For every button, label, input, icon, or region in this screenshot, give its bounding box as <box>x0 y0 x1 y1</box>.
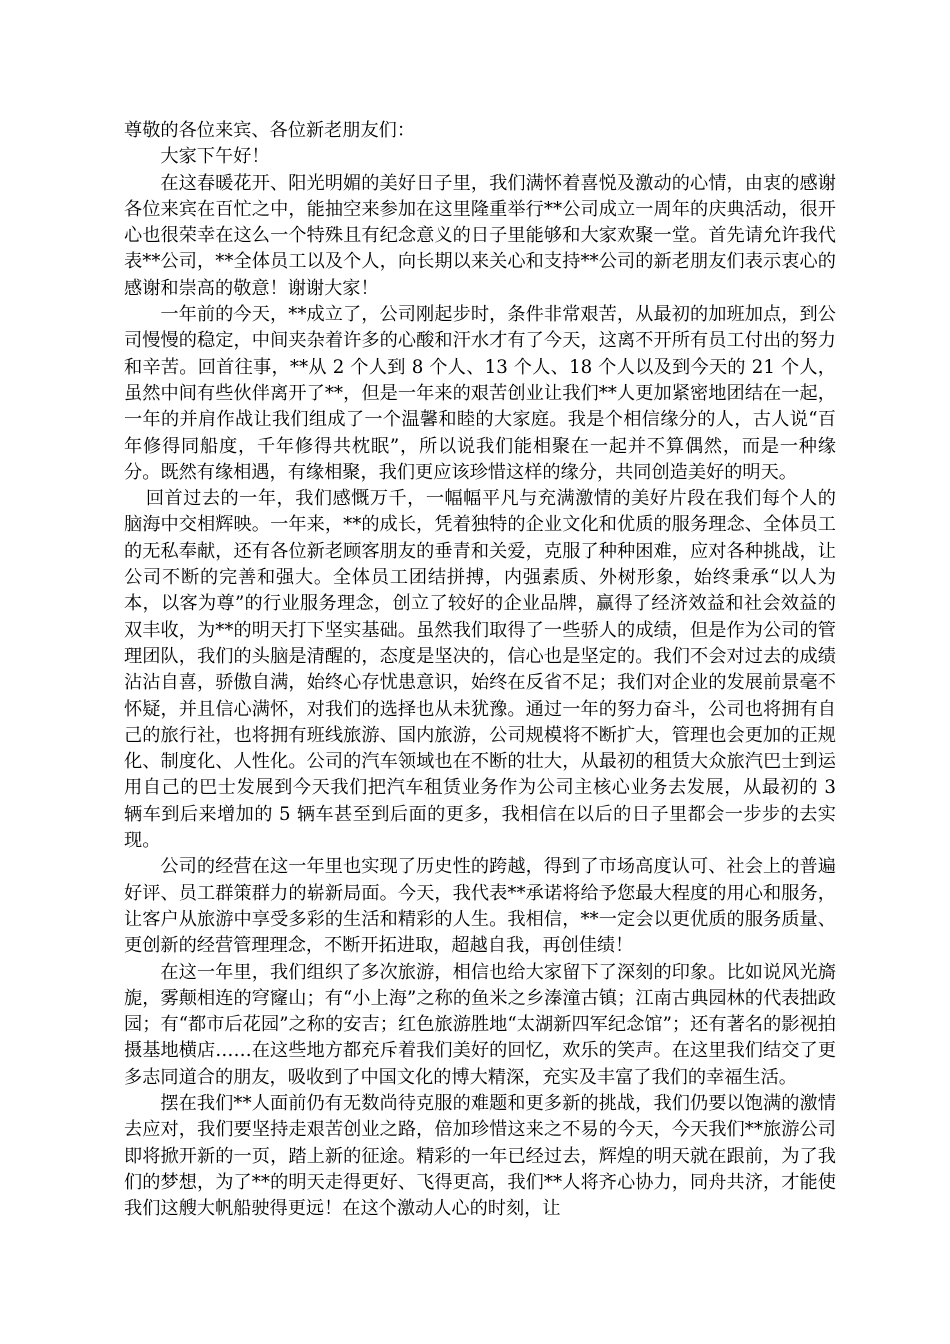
travel-paragraph: 在这一年里，我们组织了多次旅游，相信也给大家留下了深刻的印象。比如说风光旖旎，雾颠相连的穹窿山；有“小上海”之称的鱼米之乡溱潼古镇；江南古典园林的代表拙政园；有“都市后花园”之称的安吉；红色旅游胜地“太湖新四军纪念馆”；还有著名的影视拍摄基地横店……在这些地方都充斥着我们美好的回忆，欢乐的笑声。在这里我们结交了更多志同道合的朋友，吸收到了中国文化的博大精深，充实及丰富了我们的幸福生活。 <box>124 961 836 1088</box>
opening-paragraph: 在这春暖花开、阳光明媚的美好日子里，我们满怀着喜悦及激动的心情，由衷的感谢各位来宾在百忙之中，能抽空来参加在这里隆重举行**公司成立一周年的庆典活动，很开心也很荣幸在这么一个特殊且有纪念意义的日子里能够和大家欢聚一堂。首先请允许我代表**公司，**全体员工以及个人，向长期以来关心和支持**公司的新老朋友们表示衷心的感谢和崇高的敬意！谢谢大家！ <box>124 172 836 299</box>
future-paragraph: 摆在我们**人面前仍有无数尚待克服的难题和更多新的挑战，我们仍要以饱满的激情去应对，我们要坚持走艰苦创业之路，倍加珍惜这来之不易的今天，今天我们**旅游公司即将掀开新的一页，踏上新的征途。精彩的一年已经过去，辉煌的明天就在跟前，为了我们的梦想，为了**的明天走得更好、飞得更高，我们**人将齐心协力，同舟共济，才能使我们这艘大帆船驶得更远！在这个激动人心的时刻，让 <box>124 1092 836 1220</box>
founding-paragraph: 一年前的今天，**成立了，公司刚起步时，条件非常艰苦，从最初的加班加点，到公司慢慢的稳定，中间夹杂着许多的心酸和汗水才有了今天，这离不开所有员工付出的努力和辛苦。回首往事，**从 2 个人到 8 个人、13 个人、18 个人以及到今天的 21 个人，虽然中间有些伙伴离开了**，但是一年来的艰苦创业让我们**人更加紧密地团结在一起，一年的并肩作战让我们组成了一个温馨和睦的大家庭。我是个相信缘分的人，古人说“百年修得同船度，千年修得共枕眠”，所以说我们能相聚在一起并不算偶然，而是一种缘分。既然有缘相遇，有缘相聚，我们更应该珍惜这样的缘分，共同创造美好的明天。 <box>124 304 836 483</box>
greeting-paragraph: 大家下午好！ <box>160 146 270 168</box>
document-page <box>124 118 836 1222</box>
review-paragraph: 回首过去的一年，我们感慨万千，一幅幅平凡与充满激情的美好片段在我们每个人的脑海中交相辉映。一年来，**的成长，凭着独特的企业文化和优质的服务理念、全体员工的无私奉献，还有各位新老顾客朋友的垂青和关爱，克服了种种困难，应对各种挑战，让公司不断的完善和强大。全体员工团结拼搏，内强素质、外树形象，始终秉承“以人为本，以客为尊”的行业服务理念，创立了较好的企业品牌，赢得了经济效益和社会效益的双丰收，为**的明天打下坚实基础。虽然我们取得了一些骄人的成绩，但是作为公司的管理团队，我们的头脑是清醒的，态度是坚决的，信心也是坚定的。我们不会对过去的成绩沾沾自喜，骄傲自满，始终心存忧患意识，始终在反省不足；我们对企业的发展前景毫不怀疑，并且信心满怀，对我们的选择也从未犹豫。通过一年的努力奋斗，公司也将拥有自己的旅行社，也将拥有班线旅游、国内旅游，公司规模将不断扩大，管理也会更加的正规化、制度化、人性化。公司的汽车领域也在不断的壮大，从最初的租赁大众旅汽巴士到运用自己的巴士发展到今天我们把汽车租赁业务作为公司主核心业务去发展，从最初的 3 辆车到后来增加的 5 辆车甚至到后面的更多，我相信在以后的日子里都会一步步的去实现。 <box>124 488 836 852</box>
business-paragraph: 公司的经营在这一年里也实现了历史性的跨越，得到了市场高度认可、社会上的普遍好评、员工群策群力的崭新局面。今天，我代表**承诺将给予您最大程度的用心和服务，让客户从旅游中享受多彩的生活和精彩的人生。我相信，**一定会以更优质的服务质量、更创新的经营管理理念，不断开拓进取，超越自我，再创佳绩！ <box>124 856 836 957</box>
salutation: 尊敬的各位来宾、各位新老朋友们： <box>124 120 416 141</box>
